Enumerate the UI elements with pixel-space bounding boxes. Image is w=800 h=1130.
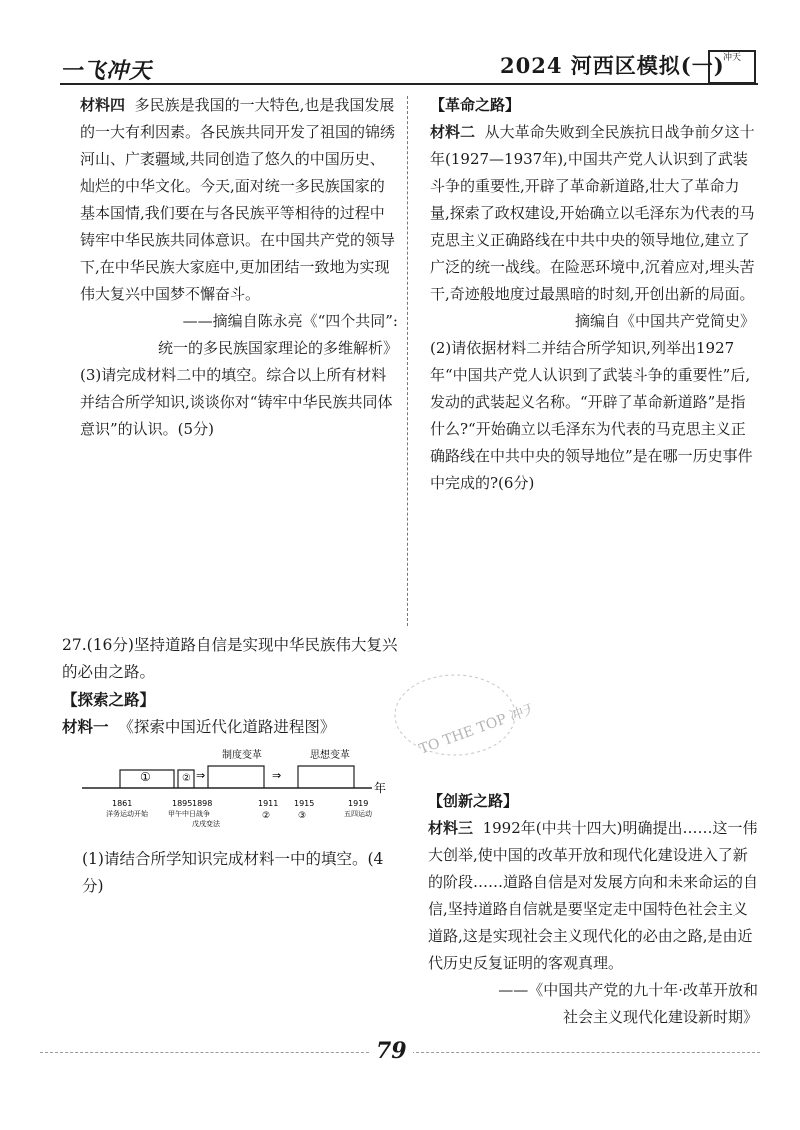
timeline-year-1861: 1861: [112, 799, 133, 808]
timeline-year-1911: 1911: [258, 799, 279, 808]
material2-source: 摘编自《中国共产党简史》: [574, 312, 755, 330]
material3-source-line1: ——《中国共产党的九十年·改革开放和: [498, 981, 758, 999]
timeline-box-4-label: 思想变革: [310, 750, 350, 761]
timeline-event-1919: 五四运动: [344, 810, 372, 818]
timeline-box-1-label: ①: [140, 770, 151, 784]
material2-paragraph: [430, 119, 755, 308]
right-lower-column: [428, 788, 758, 1031]
header-rule: [60, 83, 758, 85]
question-27-block: [62, 632, 400, 741]
watermark-logo: [380, 660, 530, 770]
material3-paragraph: [428, 815, 758, 977]
timeline-box-2-label: ②: [182, 773, 191, 784]
question-3: (3)请完成材料二中的填空。综合以上所有材料并结合所学知识,谈谈你对“铸牢中华民族共同体意识”的认识。(5分): [80, 366, 393, 438]
watermark-svg: [380, 660, 530, 770]
timeline-year-1919: 1919: [348, 799, 369, 808]
material1-line: [62, 713, 400, 741]
section-innovation: 【创新之路】: [428, 792, 519, 810]
timeline-svg: [72, 748, 402, 858]
material1-title: 《探索中国近代化道路进程图》: [118, 718, 336, 736]
material3-source-line2: 社会主义现代化建设新时期》: [562, 1008, 758, 1026]
question-1-block: [82, 846, 400, 900]
material3-text: 1992年(中共十四大)明确提出……这一伟大创举,使中国的改革开放和现代化建设进入了新的阶段……道路自信是对发展方向和未来命运的自信,坚持道路自信就是要坚定走中国特色社会主义道路,这是实现社会主义现代化的必由之路,是由近代历史反复证明的客观真理。: [428, 819, 759, 972]
material1-label: 材料一: [62, 717, 109, 736]
page-number: 79: [370, 1038, 413, 1064]
exam-series-title: 2024 河西区模拟(一): [500, 53, 725, 78]
timeline-event-1861: 洋务运动开始: [106, 810, 148, 818]
timeline-event-1911: ②: [262, 811, 271, 821]
modernization-timeline: [72, 748, 402, 858]
timeline-year-1895: 1895: [172, 799, 193, 808]
material4-label: 材料四: [80, 96, 126, 114]
left-column: [80, 92, 398, 443]
timeline-box-3: [208, 766, 264, 788]
material4-source-line2: 统一的多民族国家理论的多维解析》: [157, 339, 398, 357]
material3-label: 材料三: [428, 819, 474, 837]
right-column: [430, 92, 755, 497]
material4-text: 多民族是我国的一大特色,也是我国发展的一大有利因素。各民族共同开发了祖国的锦绣河山、广袤疆域,共同创造了悠久的中国历史、灿烂的中华文化。今天,面对统一多民族国家的基本国情,我们要在与各民族平等相待的过程中铸牢中华民族共同体意识。在中国共产党的领导下,在中华民族大家庭中,更加团结一致地为实现伟大复兴中国梦不懈奋斗。: [80, 96, 396, 303]
material2-text: 从大革命失败到全民族抗日战争前夕这十年(1927—1937年),中国共产党人认识到了武装斗争的重要性,开辟了革命新道路,壮大了革命力量,探索了政权建设,开始确立以毛泽东为代表的马克思主义正确路线在中共中央的领导地位,建立了广泛的统一战线。在险恶环境中,沉着应对,埋头苦干,奇迹般地度过最黑暗的时刻,开创出新的局面。: [430, 123, 755, 303]
section-revolution: 【革命之路】: [430, 96, 521, 114]
timeline-arrow-1: ⇒: [196, 769, 206, 782]
timeline-event-1898: 戊戌变法: [192, 820, 220, 828]
timeline-unit: 年: [374, 781, 387, 795]
timeline-year-1898: 1898: [192, 799, 213, 808]
material4-source-line1: ——摘编自陈永亮《“四个共同”:: [182, 312, 398, 330]
question-2: (2)请依据材料二并结合所学知识,列举出1927年“中国共产党人认识到了武装斗争的重要性”后,发动的武装起义名称。“开辟了革命新道路”是指什么?“开始确立以毛泽东为代表的马克思主义正确路线在中共中央的领导地位”是在哪一历史事件中完成的?(6分): [430, 339, 753, 492]
timeline-event-1915: ③: [298, 811, 307, 821]
material4-paragraph: [80, 92, 398, 308]
timeline-event-1895: 甲午中日战争: [168, 810, 210, 818]
section-exploration: 【探索之路】: [62, 690, 156, 709]
question-27-stem: 27.(16分)坚持道路自信是实现中华民族伟大复兴的必由之路。: [62, 636, 398, 681]
timeline-box-4: [298, 766, 354, 788]
material2-label: 材料二: [430, 123, 476, 141]
timeline-box-3-label: 制度变革: [222, 750, 262, 761]
header-emblem: 冲天: [708, 50, 756, 84]
timeline-arrow-2: ⇒: [272, 769, 282, 782]
timeline-year-1915: 1915: [294, 799, 315, 808]
brand-logo: 一飞冲天: [60, 58, 153, 84]
watermark-text: TO THE TOP 冲天: [417, 700, 530, 758]
column-divider: [407, 96, 408, 626]
question-1: (1)请结合所学知识完成材料一中的填空。(4分): [82, 850, 384, 895]
